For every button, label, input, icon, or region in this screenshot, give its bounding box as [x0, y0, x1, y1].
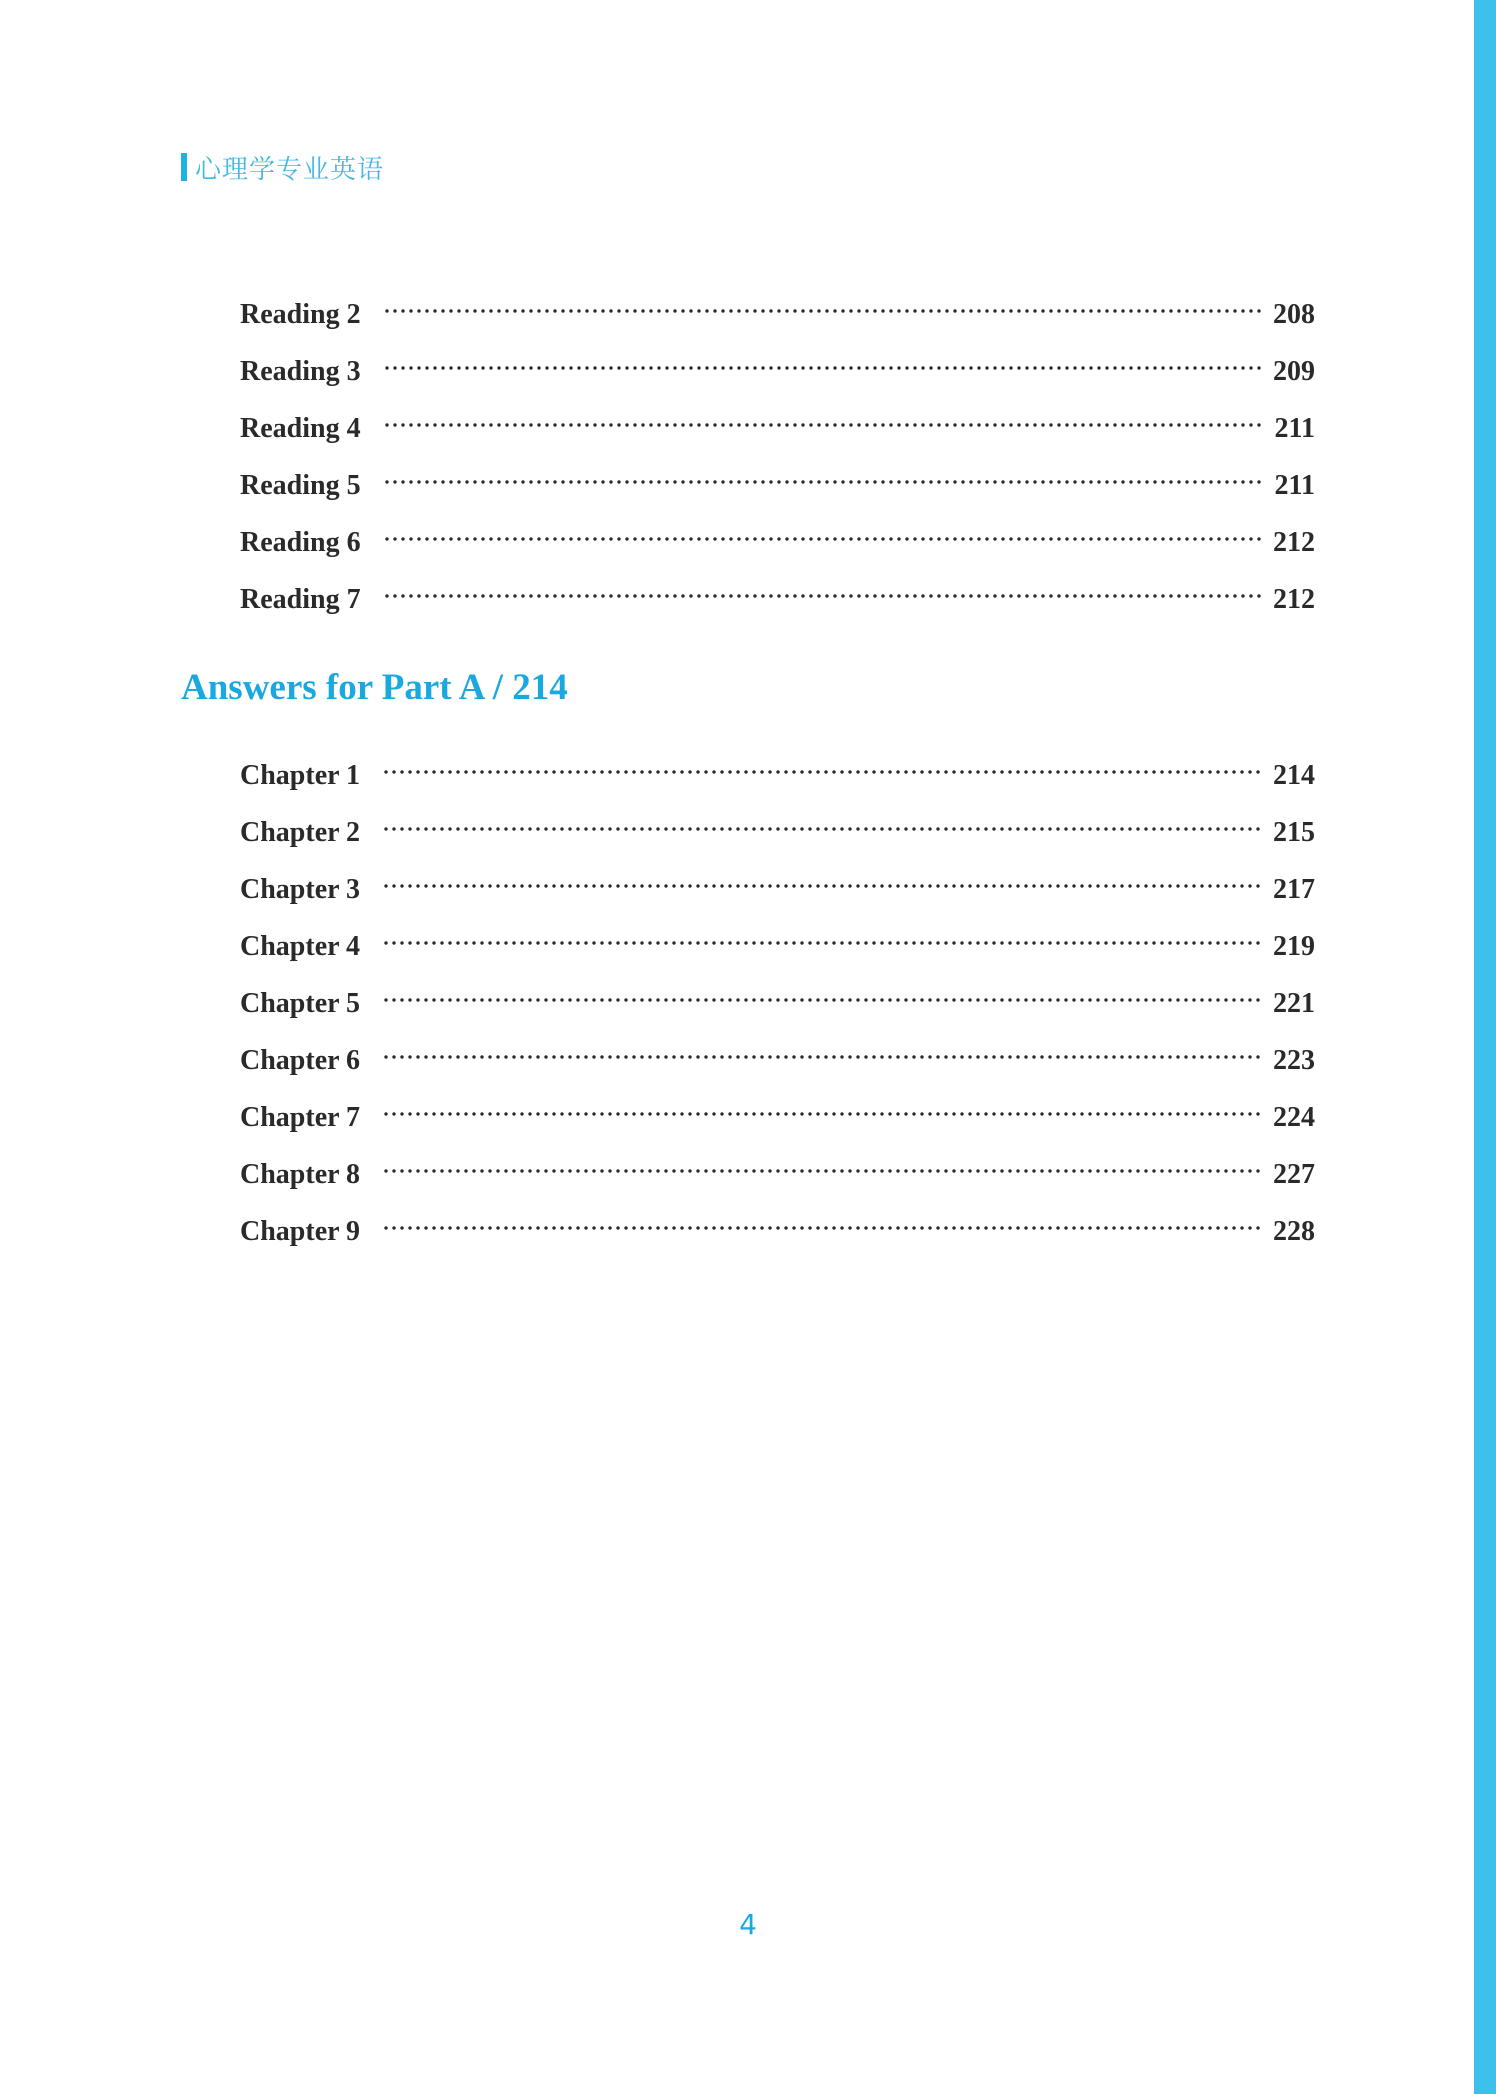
toc-entry-label: Chapter 9 — [240, 1216, 361, 1247]
toc-entry-page: 208 — [1273, 299, 1315, 330]
toc-entry-label: Reading 2 — [240, 299, 361, 330]
toc-entry-page: 209 — [1273, 356, 1315, 387]
dot-leader — [383, 423, 1263, 427]
toc-entry-label: Chapter 2 — [240, 817, 361, 848]
dot-leader — [382, 998, 1261, 1002]
toc-entry-label: Reading 4 — [240, 413, 361, 444]
toc-entry-reading-3[interactable] — [240, 352, 1315, 392]
toc-entry-label: Reading 5 — [240, 470, 361, 501]
toc-entry-chapter-3[interactable] — [240, 870, 1315, 910]
section-heading-answers[interactable]: Answers for Part A / 214 — [181, 667, 568, 708]
toc-entry-label: Chapter 5 — [240, 988, 361, 1019]
dot-leader — [382, 941, 1261, 945]
dot-leader — [383, 594, 1261, 598]
toc-entry-chapter-1[interactable] — [240, 756, 1315, 796]
dot-leader — [383, 537, 1261, 541]
toc-entry-chapter-6[interactable] — [240, 1041, 1315, 1081]
toc-entry-label: Chapter 6 — [240, 1045, 361, 1076]
toc-entry-chapter-2[interactable] — [240, 813, 1315, 853]
toc-entry-page: 217 — [1273, 874, 1315, 905]
toc-entry-chapter-8[interactable] — [240, 1155, 1315, 1195]
toc-entry-page: 212 — [1273, 584, 1315, 615]
dot-leader — [382, 827, 1261, 831]
toc-entry-page: 227 — [1273, 1159, 1315, 1190]
dot-leader — [383, 366, 1261, 370]
toc-entry-page: 214 — [1273, 760, 1315, 791]
dot-leader — [382, 1226, 1261, 1230]
header-accent-bar — [181, 153, 187, 181]
dot-leader — [382, 1055, 1261, 1059]
toc-entry-page: 219 — [1273, 931, 1315, 962]
toc-entry-label: Reading 6 — [240, 527, 361, 558]
toc-entry-label: Chapter 3 — [240, 874, 361, 905]
toc-entry-page: 215 — [1273, 817, 1315, 848]
toc-entry-page: 211 — [1274, 413, 1315, 444]
toc-entry-page: 211 — [1274, 470, 1315, 501]
toc-entry-reading-4[interactable] — [240, 409, 1315, 449]
toc-entry-page: 221 — [1273, 988, 1315, 1019]
toc-entry-reading-6[interactable] — [240, 523, 1315, 563]
toc-entry-label: Chapter 8 — [240, 1159, 361, 1190]
side-color-stripe — [1474, 0, 1496, 2094]
toc-entry-chapter-5[interactable] — [240, 984, 1315, 1024]
dot-leader — [383, 309, 1261, 313]
toc-entry-label: Chapter 4 — [240, 931, 361, 962]
toc-entry-page: 212 — [1273, 527, 1315, 558]
toc-entry-page: 224 — [1273, 1102, 1315, 1133]
toc-entry-chapter-4[interactable] — [240, 927, 1315, 967]
toc-entry-label: Chapter 7 — [240, 1102, 361, 1133]
dot-leader — [383, 480, 1263, 484]
dot-leader — [382, 884, 1261, 888]
book-title: 心理学专业英语 — [195, 154, 385, 185]
running-header — [181, 150, 384, 184]
toc-entry-chapter-7[interactable] — [240, 1098, 1315, 1138]
toc-entry-reading-5[interactable] — [240, 466, 1315, 506]
dot-leader — [382, 770, 1261, 774]
toc-entry-reading-7[interactable] — [240, 580, 1315, 620]
dot-leader — [382, 1169, 1261, 1173]
page-number: 4 — [739, 1908, 757, 1941]
toc-entry-label: Reading 7 — [240, 584, 361, 615]
toc-entry-label: Chapter 1 — [240, 760, 361, 791]
toc-entry-reading-2[interactable] — [240, 295, 1315, 335]
toc-entry-page: 228 — [1273, 1216, 1315, 1247]
toc-entry-label: Reading 3 — [240, 356, 361, 387]
dot-leader — [382, 1112, 1261, 1116]
toc-entry-page: 223 — [1273, 1045, 1315, 1076]
toc-entry-chapter-9[interactable] — [240, 1212, 1315, 1252]
